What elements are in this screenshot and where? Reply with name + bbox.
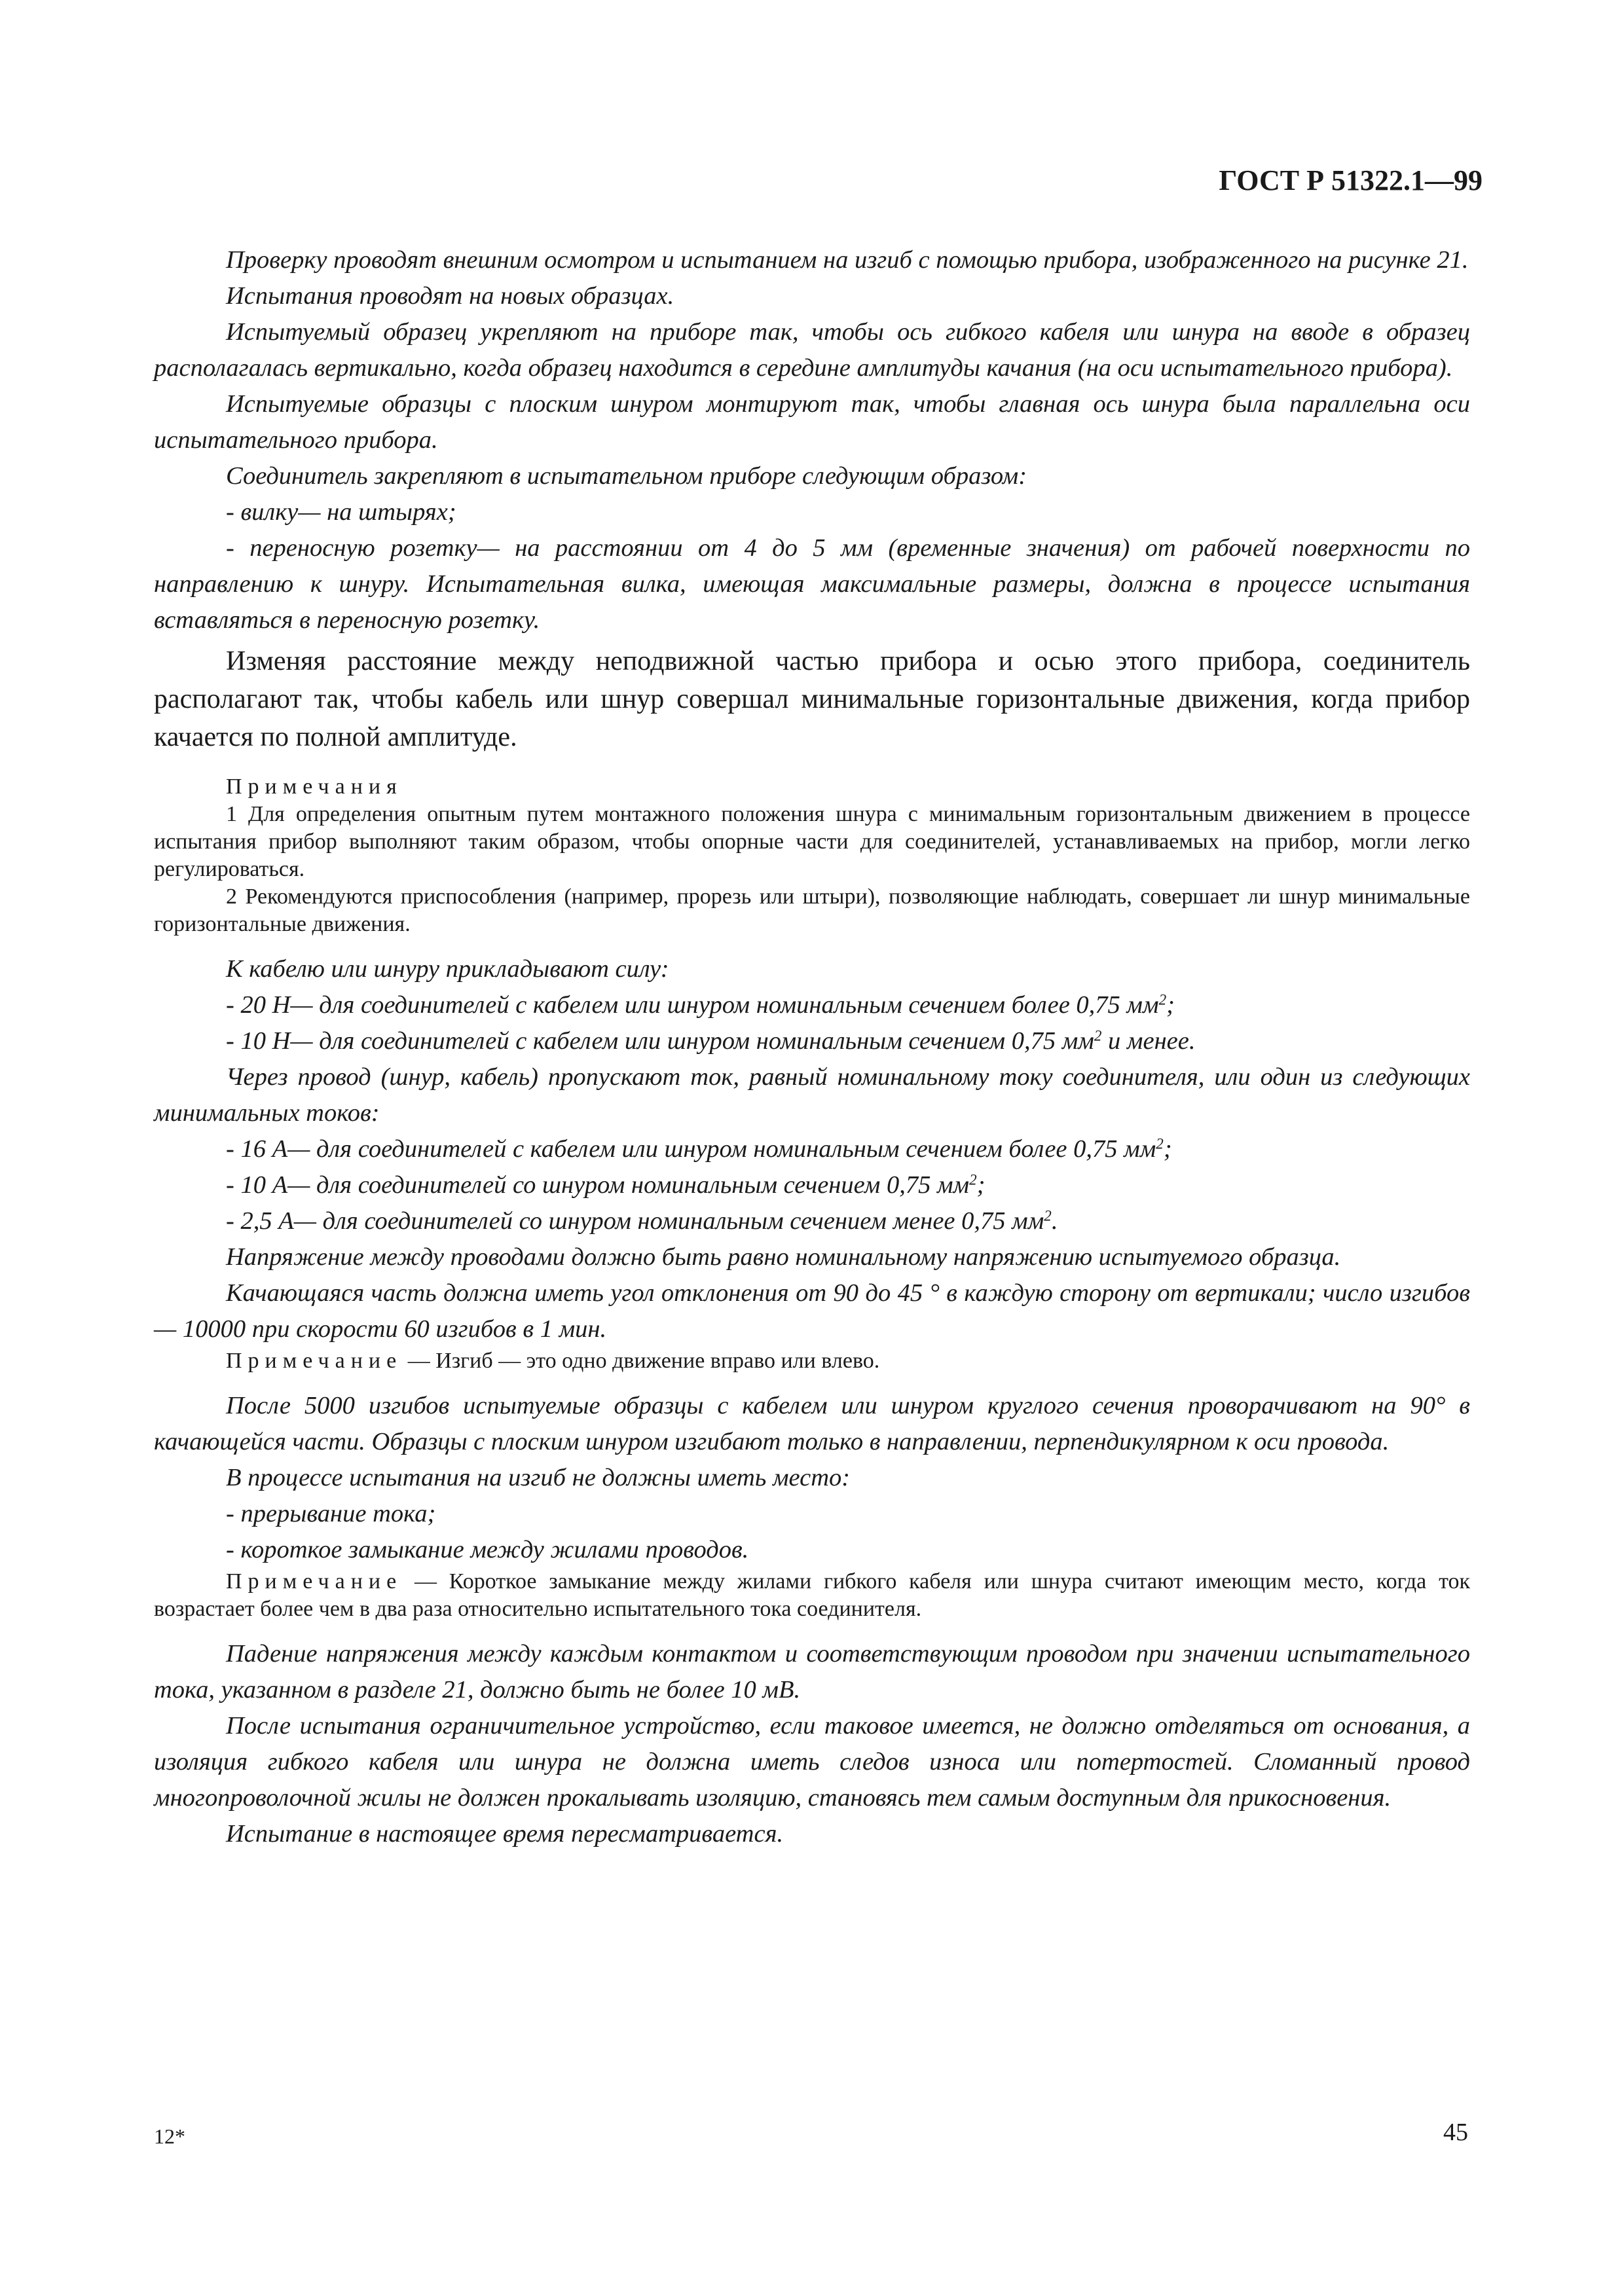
superscript: 2 xyxy=(969,1171,977,1188)
list-item: - прерывание тока; xyxy=(226,1500,436,1527)
paragraph: Испытание в настоящее время пересматривается. xyxy=(226,1820,784,1848)
paragraph: Качающаяся часть должна иметь угол отклонения от 90 до 45 ° в каждую сторону от вертикали; число изгибов— 10000 при скорости 60 изгибов в 1 мин. xyxy=(154,1279,1470,1343)
note-text: — Короткое замыкание между жилами гибкого кабеля или шнура считают имеющим место, когда ток возрастает более чем в два раза относительно испытательного тока соединителя. xyxy=(154,1569,1470,1621)
page-number: 45 xyxy=(1443,2119,1468,2146)
superscript: 2 xyxy=(1158,991,1167,1008)
list-item: - вилку— на штырях; xyxy=(226,498,456,526)
notes-block xyxy=(154,773,1470,938)
list-item-text: - 20 Н— для соединителей с кабелем или шнуром номинальным сечением более 0,75 мм xyxy=(226,991,1159,1019)
paragraph: После испытания ограничительное устройство, если таковое имеется, не должно отделяться от основания, а изоляция гибкого кабеля или шнура не должна иметь следов износа или потертостей. Сломанный провод многопроволочной жилы не должен прокалывать изоляцию, становясь тем самым доступным для прикосновения. xyxy=(154,1712,1470,1812)
list-item-end: ; xyxy=(1166,991,1175,1019)
list-item xyxy=(154,1131,1470,1167)
list-item-text: - 10 А— для соединителей со шнуром номинальным сечением 0,75 мм xyxy=(226,1171,970,1199)
list-item: - короткое замыкание между жилами проводов. xyxy=(226,1536,749,1563)
paragraph: Испытуемый образец укрепляют на приборе так, чтобы ось гибкого кабеля или шнура на вводе в образец располагалась вертикально, когда образец находится в середине амплитуды качания (на оси испытательного прибора). xyxy=(154,318,1470,382)
paragraph: В процессе испытания на изгиб не должны иметь место: xyxy=(226,1464,851,1491)
list-item-text: - 2,5 А— для соединителей со шнуром номинальным сечением менее 0,75 мм xyxy=(226,1207,1044,1235)
footer-signature-mark: 12* xyxy=(154,2124,185,2148)
list-item-text: - 16 А— для соединителей с кабелем или шнуром номинальным сечением более 0,75 мм xyxy=(226,1135,1156,1163)
note-item: 2 Рекомендуются приспособления (например, прорезь или штыри), позволяющие наблюдать, совершает ли шнур минимальные горизонтальные движения. xyxy=(154,884,1470,936)
list-item-text: - 10 Н— для соединителей с кабелем или шнуром номинальным сечением 0,75 мм xyxy=(226,1027,1094,1055)
paragraph: Испытания проводят на новых образцах. xyxy=(226,282,674,310)
list-item xyxy=(154,1203,1470,1239)
paragraph: К кабелю или шнуру прикладывают силу: xyxy=(226,955,669,983)
document-code: ГОСТ Р 51322.1—99 xyxy=(1219,164,1483,196)
superscript: 2 xyxy=(1094,1027,1102,1044)
superscript: 2 xyxy=(1044,1207,1052,1224)
paragraph: Напряжение между проводами должно быть равно номинальному напряжению испытуемого образца. xyxy=(226,1243,1341,1271)
paragraph: Испытуемые образцы с плоским шнуром монтируют так, чтобы главная ось шнура была параллельна оси испытательного прибора. xyxy=(154,390,1470,454)
list-item xyxy=(154,987,1470,1023)
superscript: 2 xyxy=(1156,1135,1164,1152)
note-item: 1 Для определения опытным путем монтажного положения шнура с минимальным горизонтальным движением в процессе испытания прибор выполняют таким образом, чтобы опорные части для соединителей, устанавливаемых на прибор, могли легко регулироваться. xyxy=(154,802,1470,881)
list-item-end: . xyxy=(1051,1207,1058,1235)
list-item-end: ; xyxy=(976,1171,986,1199)
notes-heading: Примечания xyxy=(226,774,403,799)
paragraph: Проверку проводят внешним осмотром и испытанием на изгиб с помощью прибора, изображенного на рисунке 21. xyxy=(226,246,1469,274)
list-item-end: ; xyxy=(1163,1135,1172,1163)
paragraph: Через провод (шнур, кабель) пропускают ток, равный номинальному току соединителя, или один из следующих минимальных токов: xyxy=(154,1063,1470,1127)
list-item-end: и менее. xyxy=(1101,1027,1196,1055)
page-body xyxy=(154,242,1470,1852)
paragraph: Соединитель закрепляют в испытательном приборе следующим образом: xyxy=(226,462,1027,490)
note-inline xyxy=(154,1347,1470,1375)
note-text: — Изгиб — это одно движение вправо или влево. xyxy=(402,1349,880,1373)
list-item xyxy=(154,1023,1470,1059)
note-inline xyxy=(154,1568,1470,1623)
paragraph: Падение напряжения между каждым контактом и соответствующим проводом при значении испытательного тока, указанном в разделе 21, должно быть не более 10 мВ. xyxy=(154,1640,1470,1704)
list-item: - переносную розетку— на расстоянии от 4 до 5 мм (временные значения) от рабочей поверхности по направлению к шнуру. Испытательная вилка, имеющая максимальные размеры, должна в процессе испытания вставляться в переносную розетку. xyxy=(154,534,1470,634)
paragraph: После 5000 изгибов испытуемые образцы с кабелем или шнуром круглого сечения проворачивают на 90° в качающейся части. Образцы с плоским шнуром изгибают только в направлении, перпендикулярном к оси провода. xyxy=(154,1392,1470,1455)
list-item xyxy=(154,1167,1470,1203)
note-label: Примечание xyxy=(226,1349,403,1373)
note-label: Примечание xyxy=(226,1569,403,1594)
paragraph-plain: Изменяя расстояние между неподвижной частью прибора и осью этого прибора, соединитель располагают так, чтобы кабель или шнур совершал минимальные горизонтальные движения, когда прибор качается по полной амплитуде. xyxy=(154,646,1470,752)
